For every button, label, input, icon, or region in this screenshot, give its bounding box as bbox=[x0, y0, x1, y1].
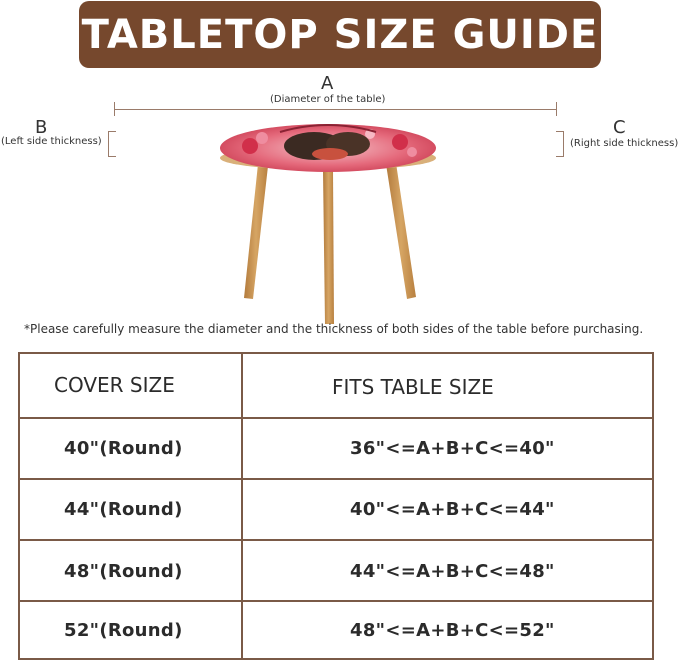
right-thickness-top-tick bbox=[556, 131, 564, 132]
table-row bbox=[20, 478, 652, 480]
table-leg-right bbox=[386, 163, 416, 299]
label-b: B bbox=[35, 117, 48, 138]
diameter-line-right-tick bbox=[556, 102, 557, 116]
table-row bbox=[20, 417, 652, 419]
fits-size-cell: 36"<=A+B+C<=40" bbox=[350, 438, 555, 459]
label-a-desc: (Diameter of the table) bbox=[270, 94, 386, 105]
title-banner bbox=[79, 1, 601, 68]
measurement-note: *Please carefully measure the diameter and the thickness of both sides of the table before purchasing. bbox=[24, 322, 644, 336]
right-thickness-bottom-tick bbox=[556, 156, 564, 157]
left-thickness-line bbox=[108, 131, 109, 157]
size-table bbox=[18, 352, 654, 660]
label-a: A bbox=[321, 73, 334, 94]
cover-size-cell: 52"(Round) bbox=[64, 620, 183, 641]
header-cover-size: COVER SIZE bbox=[54, 373, 175, 397]
table-leg-center bbox=[323, 170, 334, 324]
right-thickness-line bbox=[563, 131, 564, 157]
cover-size-cell: 44"(Round) bbox=[64, 499, 183, 520]
table-row bbox=[20, 600, 652, 602]
cover-size-cell: 48"(Round) bbox=[64, 561, 183, 582]
table-row bbox=[20, 539, 652, 541]
fits-size-cell: 44"<=A+B+C<=48" bbox=[350, 561, 555, 582]
cover-size-cell: 40"(Round) bbox=[64, 438, 183, 459]
left-thickness-bottom-tick bbox=[108, 156, 116, 157]
left-thickness-top-tick bbox=[108, 131, 116, 132]
table-leg-left bbox=[244, 164, 268, 299]
label-b-desc: (Left side thickness) bbox=[1, 136, 102, 147]
diameter-line-left-tick bbox=[114, 102, 115, 116]
fits-size-cell: 40"<=A+B+C<=44" bbox=[350, 499, 555, 520]
page-title: TABLETOP SIZE GUIDE bbox=[81, 11, 599, 58]
round-table-illustration bbox=[210, 112, 450, 327]
label-c-desc: (Right side thickness) bbox=[570, 138, 679, 149]
column-divider bbox=[241, 354, 243, 658]
diameter-line bbox=[114, 109, 557, 110]
fits-size-cell: 48"<=A+B+C<=52" bbox=[350, 620, 555, 641]
header-fits-table-size: FITS TABLE SIZE bbox=[332, 375, 494, 399]
label-c: C bbox=[613, 117, 626, 138]
